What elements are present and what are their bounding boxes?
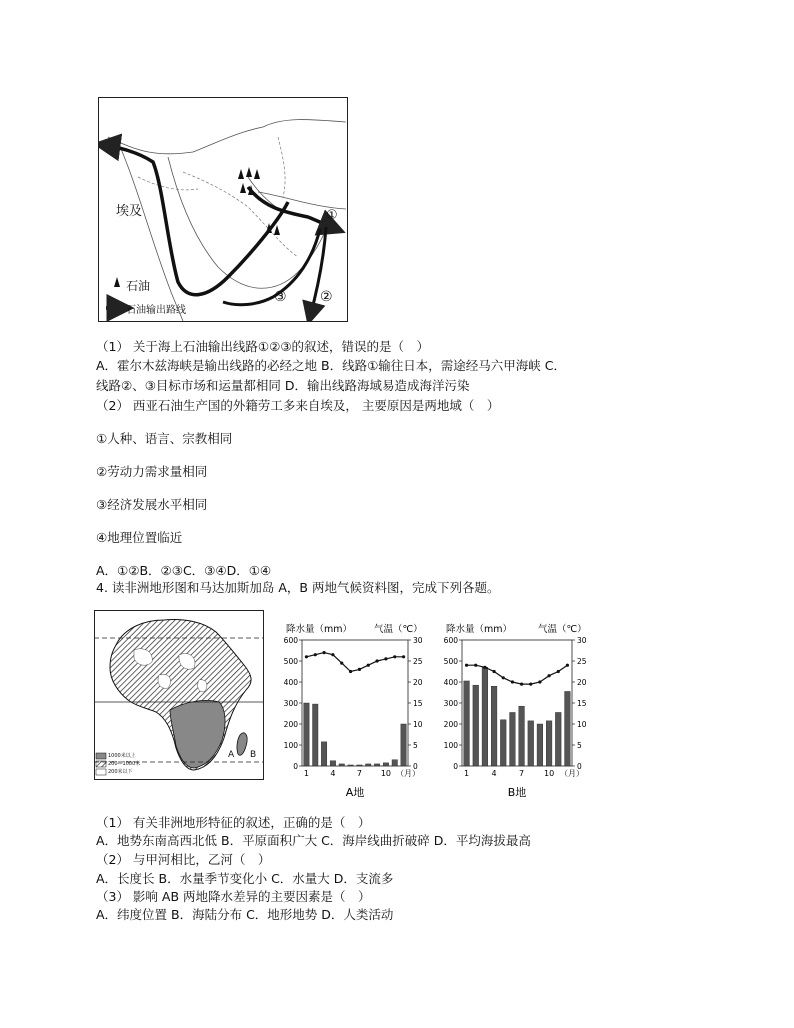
egypt-label: 埃及 [116, 204, 143, 219]
precip-bar [500, 720, 506, 766]
temperature-point [375, 659, 378, 662]
chart-title: A地 [345, 786, 365, 799]
temperature-point [474, 664, 477, 667]
precip-bar [464, 681, 470, 766]
temperature-point [305, 655, 308, 658]
temperature-point [538, 680, 541, 683]
temperature-point [393, 655, 396, 658]
q4-3-options: A．纬度位置 B．海陆分布 C．地形地势 D．人类活动 [96, 907, 394, 922]
y2-tick-label: 5 [577, 741, 582, 750]
temperature-point [547, 674, 550, 677]
precip-bar [392, 760, 397, 766]
y-tick-label: 200 [283, 720, 298, 729]
precip-bar [482, 667, 488, 766]
precip-bar [374, 764, 379, 766]
y-tick-label: 300 [443, 699, 458, 708]
temperature-line [306, 653, 403, 672]
x-axis-unit: （月） [396, 769, 420, 778]
temperature-point [511, 680, 514, 683]
y-tick-label: 200 [443, 720, 458, 729]
y-tick-label: 0 [293, 762, 298, 771]
precip-axis-title: 降水量（mm） [446, 624, 513, 635]
x-tick-label: 10 [380, 769, 392, 778]
precip-bar [339, 764, 344, 766]
precip-bar [491, 686, 497, 766]
temperature-point [566, 664, 569, 667]
climate-chart-a-svg [280, 620, 430, 805]
temperature-point [483, 666, 486, 669]
middle-east-oil-map [98, 97, 348, 322]
map-label-a: A [228, 750, 235, 760]
y-tick-label: 500 [443, 657, 458, 666]
precip-bar [546, 721, 552, 766]
precip-bar [357, 765, 362, 766]
temperature-line [467, 665, 568, 684]
precip-bar [366, 764, 371, 766]
y2-tick-label: 25 [577, 657, 587, 666]
route-1-label: ① [326, 208, 338, 223]
q4-1-stem: （1） 有关非洲地形特征的叙述，正确的是（ ） [96, 815, 371, 830]
x-tick-label: 7 [356, 769, 362, 778]
temperature-point [465, 664, 468, 667]
precip-bar [528, 721, 534, 766]
route-3-label: ③ [274, 289, 287, 305]
y2-tick-label: 30 [577, 636, 587, 645]
y2-tick-label: 30 [413, 636, 423, 645]
q2-stem: （2） 西亚石油生产国的外籍劳工多来自埃及， 主要原因是两地域（ ） [96, 398, 500, 413]
q4-intro: 4. 读非洲地形图和马达加斯加岛 A，B 两地气候资料图，完成下列各题。 [96, 580, 500, 595]
y2-tick-label: 10 [413, 720, 423, 729]
x-tick-label: 4 [330, 769, 336, 778]
temperature-point [529, 683, 532, 686]
temperature-point [557, 670, 560, 673]
temp-axis-title: 气温（℃） [374, 624, 423, 635]
temperature-point [502, 676, 505, 679]
q4-3-stem: （3） 影响 AB 两地降水差异的主要因素是（ ） [96, 889, 371, 904]
y2-tick-label: 15 [577, 699, 587, 708]
q1-stem: （1） 关于海上石油输出线路①②③的叙述，错误的是（ ） [96, 339, 430, 354]
q2-item-1: ①人种、语言、宗教相同 [96, 431, 233, 446]
y2-tick-label: 10 [577, 720, 587, 729]
temperature-point [520, 683, 523, 686]
y2-tick-label: 0 [577, 762, 582, 771]
x-axis-unit: （月） [560, 769, 584, 778]
route-legend-label: 石油输出路线 [126, 305, 186, 316]
precip-bar [510, 712, 516, 766]
q2-options: A．①②B．②③C．③④D．①④ [96, 563, 272, 578]
precip-axis-title: 降水量（mm） [286, 624, 353, 635]
legend-lowland: 200米以下 [108, 769, 133, 775]
precip-bar [537, 724, 543, 766]
temperature-point [331, 653, 334, 656]
precip-bar [330, 761, 335, 766]
temperature-point [349, 670, 352, 673]
y2-tick-label: 5 [413, 741, 418, 750]
y-tick-label: 100 [443, 741, 458, 750]
precip-bar [383, 763, 388, 766]
temperature-point [492, 670, 495, 673]
y2-tick-label: 15 [413, 699, 423, 708]
y2-tick-label: 20 [577, 678, 587, 687]
precip-bar [519, 706, 525, 766]
precip-bar [401, 724, 406, 766]
legend-midland: 200—1000米 [108, 761, 141, 767]
legend-highland: 1000米以上 [108, 753, 136, 759]
y-tick-label: 0 [453, 762, 458, 771]
climate-chart-a [280, 620, 430, 805]
precip-bar [473, 685, 479, 766]
temperature-point [402, 655, 405, 658]
temp-axis-title: 气温（℃） [538, 624, 587, 635]
precip-bar [304, 703, 309, 766]
q4-2-options: A．长度长 B．水量季节变化小 C．水量大 D．支流多 [96, 871, 394, 886]
q1-options-line2: 线路②、③目标市场和运量都相同 D．输出线路海域易造成海洋污染 [96, 378, 470, 393]
q4-1-options: A．地势东南高西北低 B．平原面积广大 C．海岸线曲折破碎 D．平均海拔最高 [96, 833, 531, 848]
chart-title: B地 [507, 786, 527, 799]
precip-bar [348, 765, 353, 766]
precip-bar [321, 742, 326, 766]
x-tick-label: 1 [464, 769, 470, 778]
temperature-point [367, 664, 370, 667]
precip-bar [313, 704, 318, 766]
y-tick-label: 600 [443, 636, 458, 645]
oil-legend-label: 石油 [126, 279, 151, 293]
temperature-point [314, 653, 317, 656]
climate-chart-b [440, 620, 600, 805]
x-tick-label: 7 [519, 769, 525, 778]
y-tick-label: 300 [283, 699, 298, 708]
y-tick-label: 400 [283, 678, 298, 687]
x-tick-label: 10 [543, 769, 555, 778]
q4-2-stem: （2） 与甲河相比，乙河（ ） [96, 852, 271, 867]
q2-item-3: ③经济发展水平相同 [96, 497, 208, 512]
precip-bar [555, 712, 561, 766]
x-tick-label: 1 [303, 769, 309, 778]
q2-item-4: ④地理位置临近 [96, 530, 183, 545]
climate-chart-b-svg [440, 620, 600, 805]
plain-patch [198, 680, 207, 692]
temperature-point [384, 657, 387, 660]
temperature-point [322, 651, 325, 654]
q2-item-2: ②劳动力需求量相同 [96, 464, 208, 479]
y-tick-label: 600 [283, 636, 298, 645]
y2-tick-label: 0 [413, 762, 418, 771]
y-tick-label: 500 [283, 657, 298, 666]
route-2-label: ② [320, 289, 333, 305]
y2-tick-label: 20 [413, 678, 423, 687]
y2-tick-label: 25 [413, 657, 423, 666]
y-tick-label: 400 [443, 678, 458, 687]
q1-options-line1: A．霍尔木兹海峡是输出线路的必经之地 B．线路①输往日本，需途经马六甲海峡 C． [96, 358, 567, 373]
x-tick-label: 4 [491, 769, 497, 778]
temperature-point [340, 662, 343, 665]
africa-terrain-map [94, 610, 264, 780]
map-label-b: B [250, 750, 257, 760]
precip-bar [565, 691, 571, 766]
temperature-point [358, 668, 361, 671]
y-tick-label: 100 [283, 741, 298, 750]
